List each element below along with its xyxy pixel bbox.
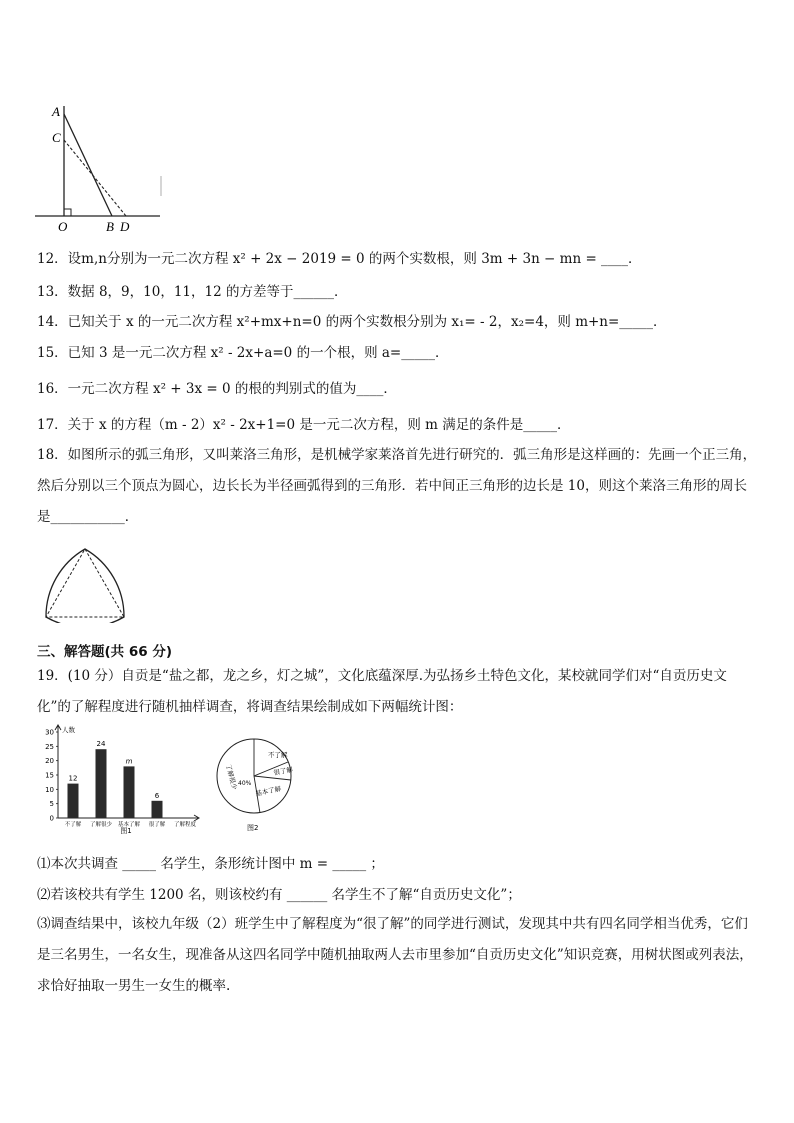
bar [96, 749, 107, 818]
reuleaux-triangle-figure [40, 543, 130, 623]
x-tick-label: 不了解 [64, 822, 82, 828]
pie-slice-label: 了解很少 [224, 763, 239, 791]
y-tick-label: 25 [45, 742, 54, 751]
bar-data-label: 12 [68, 774, 78, 783]
question-19-part-2: ⑵若该校共有学生 1200 名，则该校约有 ______ 名学生不了解“自贡历史文化”； [37, 887, 521, 903]
reuleaux-outline [46, 549, 124, 623]
y-tick-label: 5 [49, 800, 54, 809]
segment-cd [64, 140, 126, 216]
x-tick-label: 了解很少 [89, 822, 113, 828]
question-16: 16．一元二次方程 x² + 3x = 0 的根的判别式的值为____． [37, 381, 397, 397]
pie-slice-label: 很了解 [272, 765, 294, 777]
question-18: 18．如图所示的弧三角形，又叫莱洛三角形，是机械学家莱洛首先进行研究的．弧三角形是这样画的：先画一个正三角，然后分别以三个顶点为圆心，边长长为半径画弧得到的三角形．若中间正三角形的边长是 10，则这个莱洛三角形的周长是___________． [37, 447, 757, 525]
bar [124, 766, 135, 818]
question-14: 14．已知关于 x 的一元二次方程 x²+mx+n=0 的两个实数根分别为 x₁= - 2，x₂=4，则 m+n=_____． [37, 314, 667, 330]
x-tick-label: 很了解 [148, 822, 166, 828]
pie-slice-label: 不了解 [268, 751, 288, 759]
label-o: O [58, 219, 68, 234]
x-tick-label: 了解程度 [173, 822, 197, 828]
y-axis-label: 人数 [62, 726, 75, 734]
bar [152, 801, 163, 818]
question-19-part-1: ⑴本次共调查 _____ 名学生，条形统计图中 m = _____ ； [37, 856, 384, 872]
y-tick-label: 20 [45, 757, 54, 766]
y-tick-label: 15 [45, 771, 54, 780]
question-19-intro: 19．(10 分）自贡是“盐之都，龙之乡，灯之城”，文化底蕴深厚.为弘扬乡土特色文化，某校就同学们对“自贡历史文化”的了解程度进行随机抽样调查，将调查结果绘制成如下两幅统计图： [37, 668, 727, 715]
bar-data-label: 24 [96, 740, 106, 749]
pie-slice-percent: 40% [238, 780, 252, 787]
label-c: C [52, 130, 61, 145]
y-tick-label: 0 [49, 814, 54, 823]
right-angle-mark [64, 209, 71, 216]
inner-triangle [46, 549, 124, 617]
pie-chart [212, 735, 302, 835]
question-15: 15．已知 3 是一元二次方程 x² - 2x+a=0 的一个根，则 a=_____． [37, 345, 449, 361]
bar [68, 784, 79, 818]
pie-divider [254, 776, 291, 780]
bar-chart [38, 722, 208, 837]
pie-caption: 图2 [247, 824, 259, 832]
section-title: 三、解答题(共 66 分) [37, 644, 173, 660]
bar-data-label: 6 [154, 791, 160, 800]
question-12: 12．设m,n分别为一元二次方程 x² + 2x − 2019 = 0 的两个实数根，则 3m + 3n − mn = ____． [37, 251, 642, 267]
y-tick-label: 10 [45, 785, 54, 794]
label-b: B [106, 219, 114, 234]
question-19-part-3: ⑶调查结果中，该校九年级（2）班学生中了解程度为“很了解”的同学进行测试，发现其中共有四名同学相当优秀，它们是三名男生，一名女生，现准备从这四名同学中随机抽取两人去市里参加“自贡历史文化”知识竞赛，用树状图或列表法，求恰好抽取一男生一女生的概率. [37, 916, 753, 994]
pie-slice-label: 基本了解 [254, 784, 282, 798]
label-d: D [120, 219, 130, 234]
geometry-figure [30, 98, 170, 238]
x-tick-label: 基本了解 [117, 822, 141, 828]
bar-data-label: m [125, 757, 133, 766]
label-a: A [52, 104, 60, 119]
bar-chart-caption: 图1 [120, 827, 132, 835]
segment-ab [64, 114, 112, 216]
y-tick-label: 30 [45, 728, 54, 737]
question-17: 17．关于 x 的方程（m - 2）x² - 2x+1=0 是一元二次方程，则 m 满足的条件是_____． [37, 417, 571, 433]
question-13: 13．数据 8，9，10，11，12 的方差等于______． [37, 284, 348, 300]
